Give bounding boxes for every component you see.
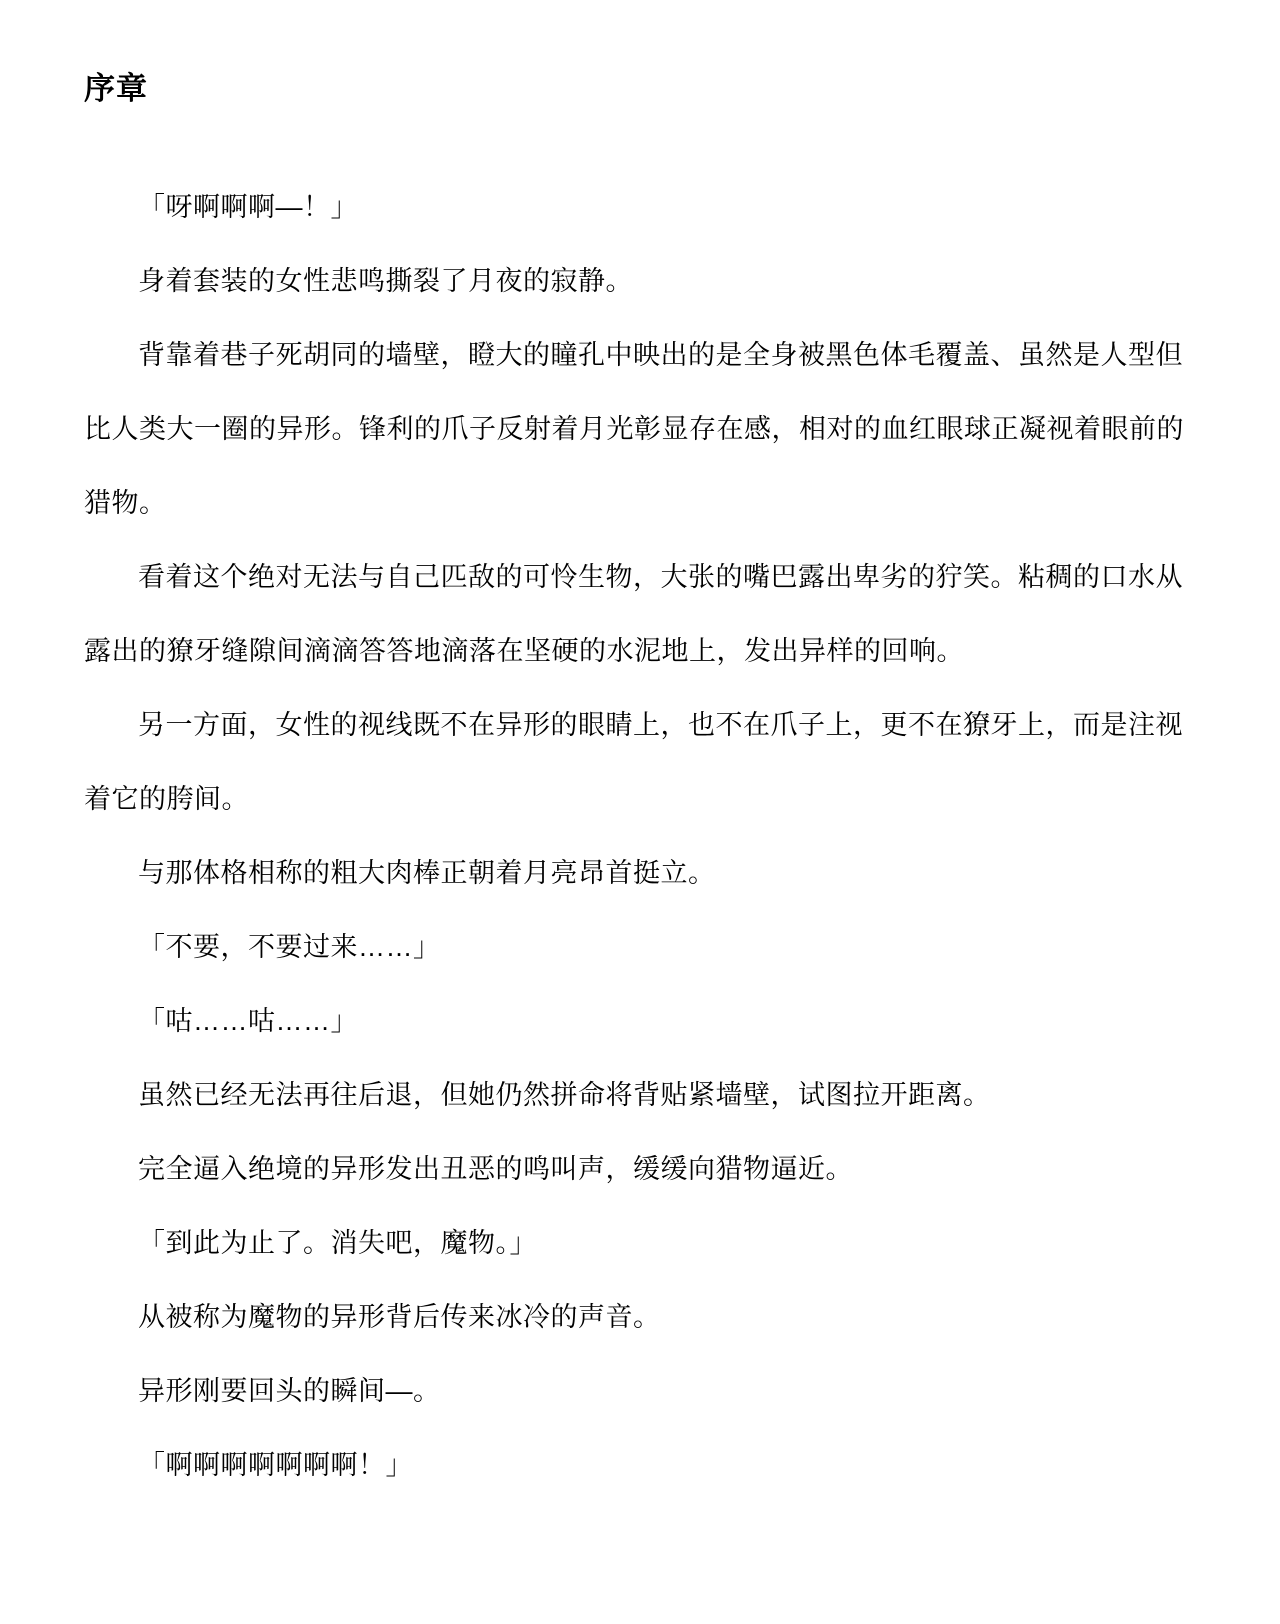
chapter-body	[84, 170, 1196, 1502]
dialogue-line: 「咕……咕……」	[138, 1006, 358, 1036]
narration-paragraph: 异形刚要回头的瞬间—。	[138, 1376, 441, 1406]
narration-paragraph: 看着这个绝对无法与自己匹敌的可怜生物，大张的嘴巴露出卑劣的狞笑。粘稠的口水从露出的獠牙缝隙间滴滴答答地滴落在坚硬的水泥地上，发出异样的回响。	[84, 562, 1183, 666]
chapter-title: 序章	[84, 71, 148, 106]
narration-paragraph: 身着套装的女性悲鸣撕裂了月夜的寂静。	[138, 266, 633, 296]
narration-paragraph: 从被称为魔物的异形背后传来冰冷的声音。	[138, 1302, 661, 1332]
dialogue-line: 「到此为止了。消失吧，魔物。」	[138, 1228, 537, 1258]
narration-paragraph: 背靠着巷子死胡同的墙壁，瞪大的瞳孔中映出的是全身被黑色体毛覆盖、虽然是人型但比人类大一圈的异形。锋利的爪子反射着月光彰显存在感，相对的血红眼球正凝视着眼前的猎物。	[84, 340, 1184, 518]
dialogue-line: 「呀啊啊啊—！」	[138, 192, 358, 222]
narration-paragraph: 虽然已经无法再往后退，但她仍然拼命将背贴紧墙壁，试图拉开距离。	[138, 1080, 991, 1110]
dialogue-line: 「不要，不要过来……」	[138, 932, 441, 962]
dialogue-line: 「啊啊啊啊啊啊啊！」	[138, 1450, 413, 1480]
narration-paragraph: 与那体格相称的粗大肉棒正朝着月亮昂首挺立。	[138, 858, 716, 888]
narration-paragraph: 完全逼入绝境的异形发出丑恶的鸣叫声，缓缓向猎物逼近。	[138, 1154, 853, 1184]
narration-paragraph: 另一方面，女性的视线既不在异形的眼睛上，也不在爪子上，更不在獠牙上，而是注视着它的胯间。	[84, 710, 1183, 814]
